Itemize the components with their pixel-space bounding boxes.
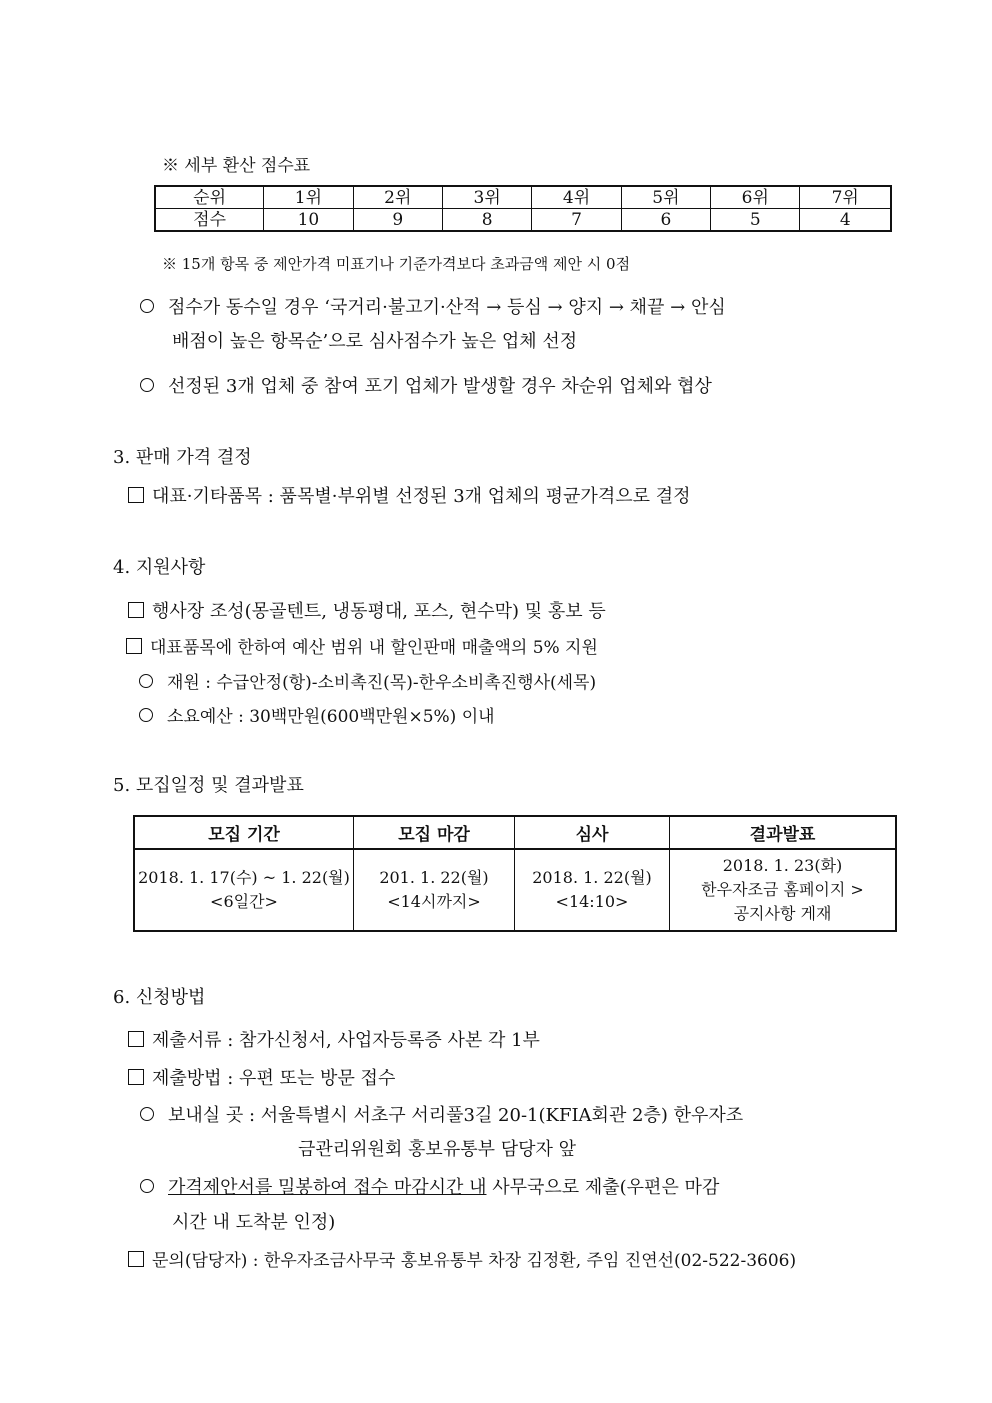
section-4-sub1 (139, 668, 596, 693)
section-6-sub2-line2: 시간 내 도착분 인정) (172, 1212, 336, 1233)
section-6-title: 6. 신청방법 (113, 987, 206, 1008)
table-cell (134, 849, 354, 931)
circle-bullet-icon (140, 299, 154, 313)
section-6-sub1 (140, 1101, 743, 1127)
section-4-item2-text: 대표품목에 한하여 예산 범위 내 할인판매 매출액의 5% 지원 (150, 638, 598, 658)
section-3-title: 3. 판매 가격 결정 (113, 447, 252, 468)
section-6-item2-text: 제출방법 : 우편 또는 방문 접수 (152, 1068, 396, 1089)
table-row (155, 186, 891, 209)
tie-rule (140, 293, 726, 319)
table-cell: 7 (532, 209, 621, 232)
section-3-item-text: 대표·기타품목 : 품목별·부위별 선정된 3개 업체의 평균가격으로 결정 (152, 486, 691, 507)
table-cell: 순위 (155, 186, 264, 209)
section-4-item2 (126, 633, 598, 658)
note-15-items: ※ 15개 항목 중 제안가격 미표기나 기준가격보다 초과금액 제안 시 0점 (162, 255, 631, 273)
table-cell: 1위 (264, 186, 353, 209)
section-4-item1 (128, 597, 606, 623)
checkbox-bullet-icon (128, 602, 144, 618)
table-cell: 2위 (353, 186, 442, 209)
section-4-item1-text: 행사장 조성(몽골텐트, 냉동평대, 포스, 현수막) 및 홍보 등 (152, 601, 606, 622)
table-cell: 6 (621, 209, 710, 232)
section-4-sub1-text: 재원 : 수급안정(항)-소비촉진(목)-한우소비촉진행사(세목) (167, 673, 597, 693)
table-cell: 6위 (711, 186, 800, 209)
table-cell: 4위 (532, 186, 621, 209)
table-header: 모집 기간 (134, 816, 354, 849)
table-cell: 9 (353, 209, 442, 232)
table-cell: 5위 (621, 186, 710, 209)
section-4-sub2 (139, 702, 495, 727)
table-cell: 8 (442, 209, 531, 232)
cell-line: 2018. 1. 17(수) ~ 1. 22(월) (138, 868, 350, 887)
table-header: 모집 마감 (354, 816, 515, 849)
table-cell: 5 (711, 209, 800, 232)
cell-line: 한우자조금 홈페이지 > (701, 880, 864, 899)
section-6-item1-text: 제출서류 : 참가신청서, 사업자등록증 사본 각 1부 (152, 1030, 540, 1051)
section-4-title: 4. 지원사항 (113, 557, 206, 578)
checkbox-bullet-icon (126, 638, 142, 654)
table-cell (670, 849, 897, 931)
section-6-item1 (128, 1026, 540, 1052)
table-cell: 4 (800, 209, 891, 232)
circle-bullet-icon (140, 378, 154, 392)
circle-bullet-icon (140, 1107, 154, 1121)
cell-line: 2018. 1. 23(화) (722, 856, 843, 875)
forfeit-rule-text: 선정된 3개 업체 중 참여 포기 업체가 발생할 경우 차순위 업체와 협상 (168, 376, 712, 397)
table-cell: 3위 (442, 186, 531, 209)
section-4-sub2-text: 소요예산 : 30백만원(600백만원×5%) 이내 (167, 707, 495, 727)
table-cell (354, 849, 515, 931)
section-6-sub2-rest: 사무국으로 제출(우편은 마감 (486, 1177, 720, 1198)
cell-line: <6일간> (210, 892, 278, 911)
score-table (154, 185, 892, 232)
table-header-row (134, 816, 896, 849)
checkbox-bullet-icon (128, 487, 144, 503)
table-row (134, 849, 896, 931)
section-6-sub1-line1: 보내실 곳 : 서울특별시 서초구 서리풀3길 20-1(KFIA회관 2층) 한우자조 (168, 1105, 744, 1126)
checkbox-bullet-icon (128, 1069, 144, 1085)
circle-bullet-icon (139, 674, 153, 688)
table-header: 심사 (515, 816, 670, 849)
cell-line: 201. 1. 22(월) (379, 868, 489, 887)
schedule-table (133, 815, 897, 932)
cell-line: 2018. 1. 22(월) (532, 868, 652, 887)
section-6-item2 (128, 1064, 395, 1090)
section-6-item3-text: 문의(담당자) : 한우자조금사무국 홍보유통부 차장 김정환, 주임 진연선(02-522-3606) (152, 1251, 797, 1271)
cell-line: <14시까지> (387, 892, 481, 911)
tie-rule-line1: 점수가 동수일 경우 ‘국거리·불고기·산적 → 등심 → 양지 → 채끝 → 안심 (168, 297, 726, 318)
score-table-caption: ※ 세부 환산 점수표 (162, 156, 311, 176)
table-cell (515, 849, 670, 931)
checkbox-bullet-icon (128, 1031, 144, 1047)
section-6-sub2-underlined: 가격제안서를 밀봉하여 접수 마감시간 내 (168, 1177, 487, 1198)
circle-bullet-icon (139, 708, 153, 722)
cell-line: <14:10> (555, 892, 629, 911)
circle-bullet-icon (140, 1179, 154, 1193)
forfeit-rule (140, 372, 712, 398)
table-row (155, 209, 891, 232)
table-cell: 7위 (800, 186, 891, 209)
cell-line: 공지사항 게재 (733, 904, 832, 923)
section-6-sub1-line2: 금관리위원회 홍보유통부 담당자 앞 (298, 1139, 576, 1160)
table-cell: 점수 (155, 209, 264, 232)
checkbox-bullet-icon (128, 1251, 144, 1267)
table-cell: 10 (264, 209, 353, 232)
tie-rule-line2: 배점이 높은 항목순’으로 심사점수가 높은 업체 선정 (172, 331, 578, 352)
section-5-title: 5. 모집일정 및 결과발표 (113, 775, 304, 796)
table-header: 결과발표 (670, 816, 897, 849)
section-6-item3 (128, 1246, 796, 1271)
section-6-sub2 (140, 1173, 719, 1199)
section-3-item (128, 482, 691, 508)
